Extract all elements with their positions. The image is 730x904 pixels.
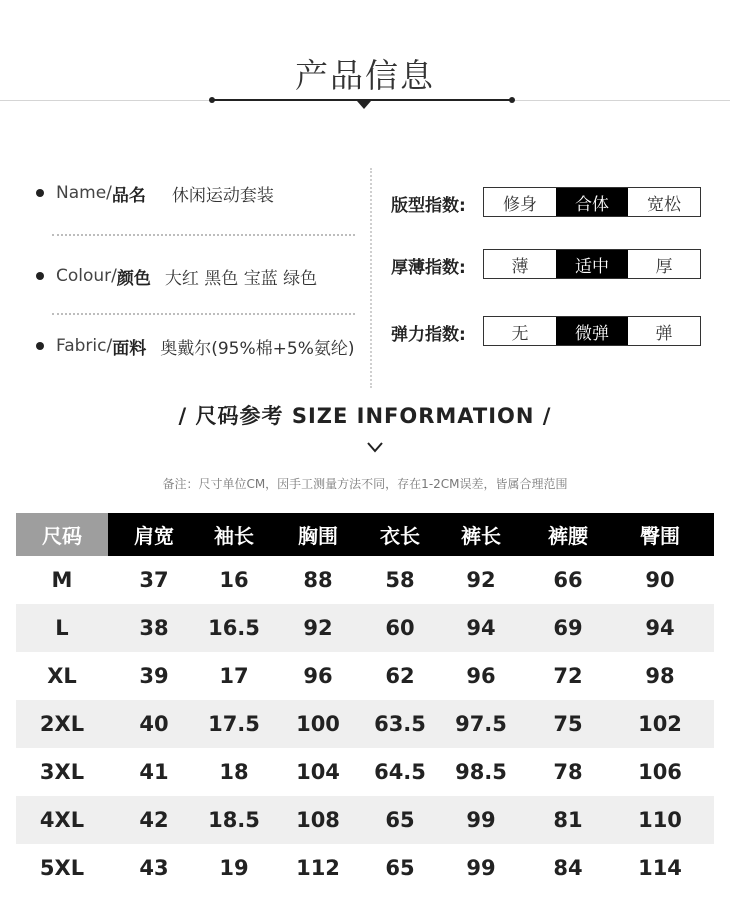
vertical-dotted-divider [370, 168, 372, 388]
size-cell: L [55, 616, 69, 640]
fit-index-label: 版型指数: [391, 196, 466, 216]
measure-cell: 43 [139, 856, 169, 880]
table-row [16, 604, 714, 652]
measure-cell: 18 [219, 760, 249, 784]
info-row-fabric [36, 334, 354, 358]
info-label-cn: 颜色 [116, 268, 151, 289]
measure-cell: 104 [296, 760, 340, 784]
measure-cell: 100 [296, 712, 340, 736]
bullet-icon [36, 342, 44, 350]
dotted-divider [52, 234, 355, 236]
measure-cell: 65 [385, 856, 415, 880]
measure-cell: 19 [219, 856, 249, 880]
elasticity-index-label: 弹力指数: [391, 325, 466, 345]
table-row [16, 796, 714, 844]
measure-cell: 42 [139, 808, 169, 832]
measure-cell: 39 [139, 664, 169, 688]
info-value: 奥戴尔(95%棉+5%氨纶) [160, 338, 355, 359]
table-row [16, 700, 714, 748]
measure-cell: 16 [219, 568, 249, 592]
measure-cell: 16.5 [208, 616, 260, 640]
header-cell: 衣长 [380, 524, 420, 548]
measure-cell: 92 [466, 568, 496, 592]
measure-cell: 66 [553, 568, 583, 592]
table-row [16, 748, 714, 796]
size-cell: 4XL [39, 808, 85, 832]
header-cell: 袖长 [214, 524, 254, 548]
thickness-option: 适中 [556, 250, 628, 278]
measure-cell: 96 [466, 664, 496, 688]
measure-cell: 63.5 [374, 712, 426, 736]
table-row [16, 652, 714, 700]
measure-cell: 81 [553, 808, 583, 832]
info-label-en: Colour/ [56, 266, 117, 286]
measure-cell: 99 [466, 808, 496, 832]
measure-cell: 97.5 [455, 712, 507, 736]
measure-cell: 88 [303, 568, 333, 592]
measure-cell: 92 [303, 616, 333, 640]
underline-dot-right [509, 97, 515, 103]
fit-index-scale [483, 187, 701, 217]
measure-cell: 64.5 [374, 760, 426, 784]
info-value: 休闲运动套装 [171, 185, 274, 206]
size-cell: 3XL [39, 760, 85, 784]
measure-cell: 17.5 [208, 712, 260, 736]
measure-cell: 17 [219, 664, 249, 688]
header-cell: 肩宽 [134, 524, 174, 548]
measure-cell: 96 [303, 664, 333, 688]
measure-cell: 102 [638, 712, 682, 736]
size-note: 备注：尺寸单位CM，因手工测量方法不同，存在1-2CM误差，皆属合理范围 [162, 477, 568, 491]
measure-cell: 60 [385, 616, 415, 640]
measure-cell: 37 [139, 568, 169, 592]
thickness-option: 薄 [511, 256, 529, 277]
measure-cell: 106 [638, 760, 682, 784]
table-header [16, 513, 714, 556]
fit-option: 修身 [503, 194, 537, 215]
measure-cell: 75 [553, 712, 583, 736]
measure-cell: 112 [296, 856, 340, 880]
info-label-cn: 面料 [112, 338, 147, 359]
size-cell: 5XL [39, 856, 85, 880]
thickness-index-label: 厚薄指数: [391, 258, 466, 278]
info-label-en: Fabric/ [56, 336, 113, 356]
page-title: 产品信息 [295, 56, 435, 95]
measure-cell: 18.5 [208, 808, 260, 832]
measure-cell: 110 [638, 808, 682, 832]
fit-option: 宽松 [647, 194, 681, 215]
info-row-colour [36, 264, 317, 288]
measure-cell: 72 [553, 664, 583, 688]
header-cell: 尺码 [16, 513, 108, 556]
size-table [16, 513, 714, 892]
info-label-cn: 品名 [111, 185, 146, 206]
underline-dot-left [209, 97, 215, 103]
size-cell: 2XL [39, 712, 85, 736]
measure-cell: 108 [296, 808, 340, 832]
measure-cell: 41 [139, 760, 169, 784]
size-cell: XL [47, 664, 77, 688]
measure-cell: 38 [139, 616, 169, 640]
measure-cell: 98 [645, 664, 675, 688]
measure-cell: 69 [553, 616, 583, 640]
info-value: 大红 黑色 宝蓝 绿色 [164, 268, 318, 289]
header-cell: 臀围 [640, 524, 680, 548]
info-label-en: Name/ [56, 183, 112, 203]
elasticity-option: 无 [511, 323, 529, 344]
table-row [16, 556, 714, 604]
header-cell: 裤腰 [548, 524, 588, 548]
thickness-index-scale [483, 249, 701, 279]
header-cell: 裤长 [461, 524, 501, 548]
measure-cell: 94 [466, 616, 496, 640]
measure-cell: 98.5 [455, 760, 507, 784]
measure-cell: 62 [385, 664, 415, 688]
measure-cell: 114 [638, 856, 682, 880]
thickness-option: 厚 [655, 256, 673, 277]
chevron-down-icon [367, 441, 383, 453]
info-row-name [36, 181, 274, 205]
measure-cell: 78 [553, 760, 583, 784]
bullet-icon [36, 189, 44, 197]
size-cell: M [51, 568, 73, 592]
measure-cell: 65 [385, 808, 415, 832]
size-section-heading: / 尺码参考 SIZE INFORMATION / [178, 404, 552, 428]
bullet-icon [36, 272, 44, 280]
measure-cell: 94 [645, 616, 675, 640]
elasticity-option: 弹 [655, 323, 673, 344]
measure-cell: 58 [385, 568, 415, 592]
fit-option: 合体 [556, 188, 628, 216]
header-cell: 胸围 [298, 524, 338, 548]
measure-cell: 99 [466, 856, 496, 880]
elasticity-option: 微弹 [556, 317, 628, 345]
measure-cell: 40 [139, 712, 169, 736]
table-row [16, 844, 714, 892]
elasticity-index-scale [483, 316, 701, 346]
table-body [16, 556, 714, 892]
measure-cell: 84 [553, 856, 583, 880]
dotted-divider [52, 313, 355, 315]
measure-cell: 90 [645, 568, 675, 592]
down-triangle-icon [357, 101, 371, 109]
